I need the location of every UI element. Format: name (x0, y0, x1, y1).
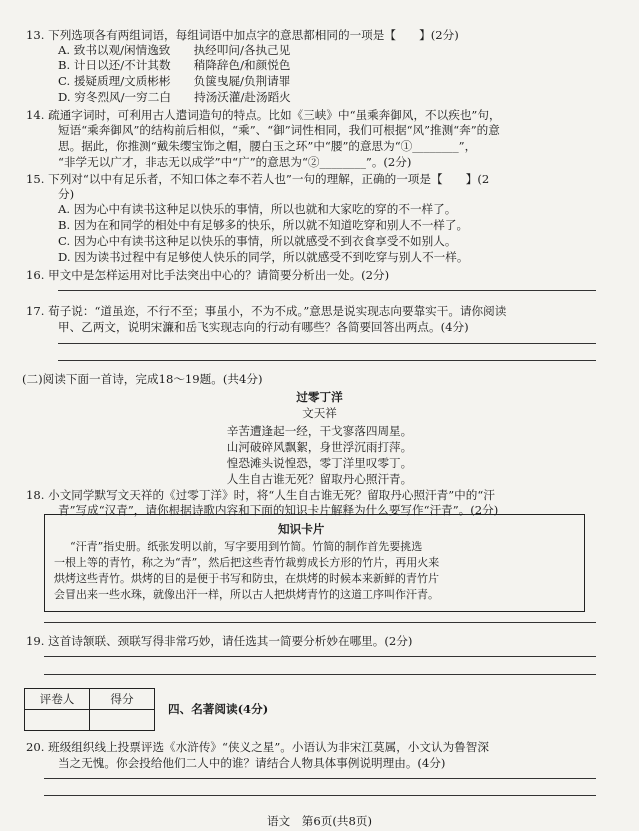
q14-line-1: 14. 疏通字词时，可利用古人遣词造句的特点。比如《三峡》中“虽乘奔御风，不以疾也”句， (26, 108, 501, 122)
q15-stem-cont: 分) (58, 187, 75, 201)
answer-line[interactable] (58, 360, 596, 361)
answer-line[interactable] (44, 795, 596, 796)
q14-line-3: 思。据此，你推测“戴朱缨宝饰之帽，腰白玉之环”中“腰”的意思为“①________”， (58, 139, 477, 153)
q20-line-1: 20. 班级组织线上投票评选《水浒传》“侠义之星”。小语认为非宋江莫属，小文认为鲁智深 (26, 740, 489, 754)
q18-line-1: 18. 小文同学默写文天祥的《过零丁洋》时，将“人生自古谁无死？留取丹心照汗青”中的“汗 (26, 488, 495, 502)
page-footer: 语文 第6页(共8页) (267, 814, 372, 828)
points-header: 得分 (90, 689, 155, 710)
knowledge-card-line-2: 一根上等的青竹，称之为“青”，然后把这些青竹裁剪成长方形的竹片，再用火来 (54, 556, 440, 569)
knowledge-card-line-3: 烘烤这些青竹。烘烤的目的是便于书写和防虫，在烘烤的时候本来新鲜的青竹片 (54, 572, 439, 585)
q13-option-a: A. 致书以观/闲情逸致 执经叩问/各执己见 (58, 43, 291, 57)
q15-option-a: A. 因为心中有读书这种足以快乐的事情，所以也就和大家吃的穿的不一样了。 (58, 202, 457, 216)
knowledge-card-line-1: “汗青”指史册。纸张发明以前，写字要用到竹简。竹简的制作首先要挑选 (70, 540, 423, 553)
q17-line-1: 17. 荀子说：“道虽迩，不行不至；事虽小，不为不成。”意思是说实现志向要靠实干。请你阅读 (26, 304, 507, 318)
q14-line-4: “非学无以广才，非志无以成学”中“广”的意思为“②________”。(2分) (58, 155, 412, 169)
q14-line-2: 短语“乘奔御风”的结构前后相似，“乘”、“御”词性相同，我们可根据“风”推测“奔”的意 (58, 123, 500, 137)
q20-line-2: 当之无愧。你会投给他们二人中的谁？请结合人物具体事例说明理由。(4分) (58, 756, 446, 770)
answer-line[interactable] (44, 778, 596, 779)
score-table (24, 688, 155, 731)
q13-option-b: B. 计日以还/不计其数 稍降辞色/和颜悦色 (58, 58, 291, 72)
answer-line[interactable] (58, 343, 596, 344)
poem-line-3: 惶恐滩头说惶恐，零丁洋里叹零丁。 (226, 456, 413, 470)
section-4-heading: 四、名著阅读(4分) (168, 702, 269, 716)
q13-option-d: D. 穷冬烈风/一穷二白 持汤沃灌/赴汤蹈火 (58, 90, 291, 104)
poem-title: 过零丁洋 (296, 390, 343, 404)
answer-line[interactable] (44, 622, 596, 623)
points-cell[interactable] (90, 710, 155, 731)
grader-header: 评卷人 (25, 689, 90, 710)
q15-option-c: C. 因为心中有读书这种足以快乐的事情，所以就感受不到衣食享受不如别人。 (58, 234, 457, 248)
q15-option-b: B. 因为在和同学的相处中有足够多的快乐，所以就不知道吃穿和别人不一样了。 (58, 218, 469, 232)
q15-stem: 15. 下列对“以中有足乐者，不知口体之奉不若人也”一句的理解，正确的一项是【 】(2 (26, 172, 490, 186)
q17-line-2: 甲、乙两文，说明宋濂和岳飞实现志向的行动有哪些？各简要回答出两点。(4分) (58, 320, 469, 334)
knowledge-card-title: 知识卡片 (278, 522, 325, 536)
knowledge-card-line-4: 会冒出来一些水珠，就像出汗一样，所以古人把烘烤青竹的这道工序叫作汗青。 (54, 588, 439, 601)
poem-line-4: 人生自古谁无死？留取丹心照汗青。 (226, 472, 413, 486)
q19-text: 19. 这首诗颔联、颈联写得非常巧妙，请任选其一简要分析妙在哪里。(2分) (26, 634, 413, 648)
answer-line[interactable] (58, 290, 596, 291)
answer-line[interactable] (44, 674, 596, 675)
q15-option-d: D. 因为读书过程中有足够使人快乐的同学，所以就感受不到吃穿与别人不一样。 (58, 250, 469, 264)
section-2-heading: (二)阅读下面一首诗，完成18～19题。(共4分) (22, 372, 263, 386)
poem-author: 文天祥 (302, 406, 337, 420)
q18-line-2: 青”写成“汉青”，请你根据诗歌内容和下面的知识卡片解释为什么要写作“汗青”。(2分) (58, 503, 499, 517)
poem-line-2: 山河破碎风飘絮，身世浮沉雨打萍。 (226, 440, 413, 454)
grader-cell[interactable] (25, 710, 90, 731)
q16-text: 16. 甲文中是怎样运用对比手法突出中心的？请简要分析出一处。(2分) (26, 268, 390, 282)
q13-stem: 13. 下列选项各有两组词语，每组词语中加点字的意思都相同的一项是【 】(2分) (26, 28, 459, 42)
q13-option-c: C. 援疑质理/文质彬彬 负箧曳屣/负荆请罪 (58, 74, 291, 88)
answer-line[interactable] (44, 656, 596, 657)
poem-line-1: 辛苦遭逢起一经，干戈寥落四周星。 (226, 424, 413, 438)
